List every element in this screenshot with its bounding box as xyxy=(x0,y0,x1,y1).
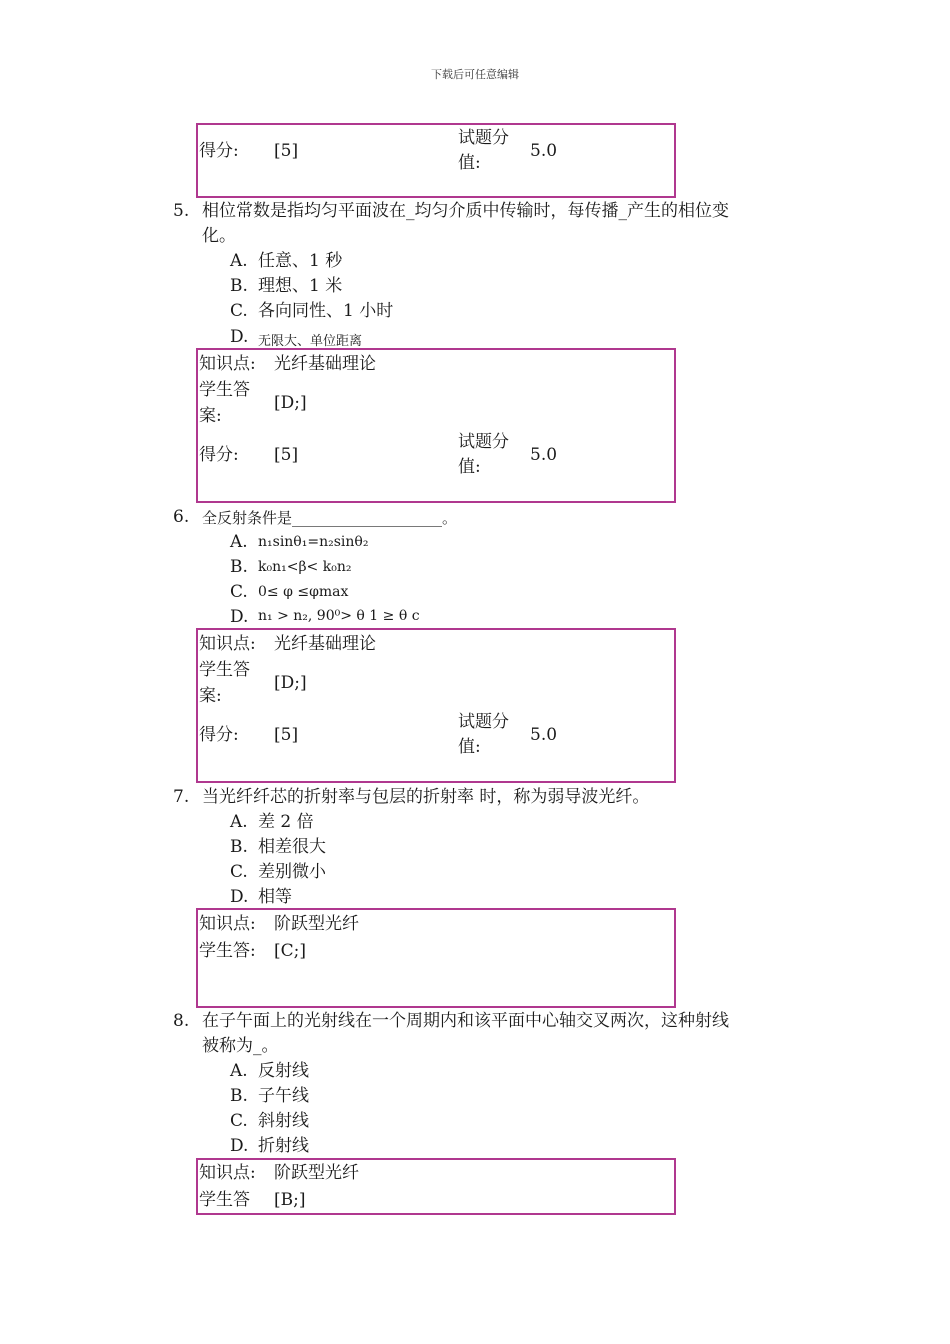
q6-option-letter: B. xyxy=(230,557,248,577)
q8-result-box xyxy=(196,1158,676,1215)
q6-option-text[interactable]: 0≤ φ ≤φmax xyxy=(258,584,349,600)
q5-question-value-label-2: 值: xyxy=(458,457,481,477)
q6-option-text[interactable]: n₁ > n₂, 90⁰> θ 1 ≥ θ c xyxy=(258,608,420,624)
q8-option-text[interactable]: 折射线 xyxy=(258,1136,309,1156)
q8-knowledge-value: 阶跃型光纤 xyxy=(274,1163,359,1183)
q4-score-label: 得分: xyxy=(199,141,239,161)
q7-option-text[interactable]: 相差很大 xyxy=(258,837,326,857)
q8-text-line2: 被称为_。 xyxy=(202,1036,279,1056)
q5-score-label: 得分: xyxy=(199,445,239,465)
q6-option-text[interactable]: n₁sinθ₁=n₂sinθ₂ xyxy=(258,534,369,550)
q7-option-letter: B. xyxy=(230,837,248,857)
q4-result-box xyxy=(196,123,676,198)
q5-result-box xyxy=(196,348,676,503)
q8-option-letter: C. xyxy=(230,1111,248,1131)
q6-knowledge-label: 知识点: xyxy=(199,634,256,654)
q7-result-box xyxy=(196,908,676,1008)
q7-option-text[interactable]: 差 2 倍 xyxy=(258,812,314,832)
q7-text: 当光纤纤芯的折射率与包层的折射率 时，称为弱导波光纤。 xyxy=(202,787,650,807)
q8-knowledge-label: 知识点: xyxy=(199,1163,256,1183)
q4-question-value-label-1: 试题分 xyxy=(458,128,509,148)
q7-option-letter: D. xyxy=(230,887,249,907)
q4-score-value: [5] xyxy=(274,141,299,161)
q8-option-letter: D. xyxy=(230,1136,249,1156)
q7-answer-label: 学生答: xyxy=(199,941,256,961)
q6-answer-value: [D;] xyxy=(274,673,307,693)
q7-option-letter: A. xyxy=(230,812,248,832)
q7-option-text[interactable]: 相等 xyxy=(258,887,292,907)
q5-option-text[interactable]: 各向同性、1 小时 xyxy=(258,301,394,321)
q5-option-text[interactable]: 无限大、单位距离 xyxy=(258,334,363,349)
q6-option-letter: D. xyxy=(230,607,249,627)
q5-knowledge-value: 光纤基础理论 xyxy=(274,354,376,374)
page-header: 下载后可任意编辑 xyxy=(431,68,519,81)
q6-question-value-label-1: 试题分 xyxy=(458,712,509,732)
q5-option-letter: C. xyxy=(230,301,248,321)
q6-result-box xyxy=(196,628,676,783)
q8-option-letter: B. xyxy=(230,1086,248,1106)
q5-question-value-label-1: 试题分 xyxy=(458,432,509,452)
q6-option-letter: C. xyxy=(230,582,248,602)
q7-option-letter: C. xyxy=(230,862,248,882)
q5-number: 5. xyxy=(173,201,190,221)
q8-answer-value: [B;] xyxy=(274,1190,306,1210)
q5-option-text[interactable]: 任意、1 秒 xyxy=(258,251,343,271)
q5-text-line1: 相位常数是指均匀平面波在_均匀介质中传输时，每传播_产生的相位变 xyxy=(202,201,729,221)
q6-option-text[interactable]: k₀n₁<β< k₀n₂ xyxy=(258,559,352,575)
q7-answer-value: [C;] xyxy=(274,941,306,961)
q5-text-line2: 化。 xyxy=(202,226,236,246)
q8-option-letter: A. xyxy=(230,1061,248,1081)
q6-question-value-label-2: 值: xyxy=(458,737,481,757)
q7-number: 7. xyxy=(173,787,190,807)
q4-question-value-label-2: 值: xyxy=(458,153,481,173)
q6-text: 全反射条件是____________________。 xyxy=(202,509,458,527)
q6-number: 6. xyxy=(173,507,190,527)
q6-question-value: 5.0 xyxy=(530,725,558,745)
q5-answer-label-1: 学生答 xyxy=(199,380,250,400)
q5-option-letter: D. xyxy=(230,327,249,347)
q8-answer-label: 学生答 xyxy=(199,1190,250,1210)
q8-option-text[interactable]: 反射线 xyxy=(258,1061,309,1081)
q6-answer-label-2: 案: xyxy=(199,686,222,706)
q4-question-value: 5.0 xyxy=(530,141,558,161)
q6-knowledge-value: 光纤基础理论 xyxy=(274,634,376,654)
q5-option-text[interactable]: 理想、1 米 xyxy=(258,276,343,296)
q7-option-text[interactable]: 差别微小 xyxy=(258,862,326,882)
q8-text-line1: 在子午面上的光射线在一个周期内和该平面中心轴交叉两次，这种射线 xyxy=(202,1011,729,1031)
q5-knowledge-label: 知识点: xyxy=(199,354,256,374)
q5-score-value: [5] xyxy=(274,445,299,465)
q6-answer-label-1: 学生答 xyxy=(199,660,250,680)
q5-option-letter: B. xyxy=(230,276,248,296)
q6-score-value: [5] xyxy=(274,725,299,745)
q6-score-label: 得分: xyxy=(199,725,239,745)
q7-knowledge-label: 知识点: xyxy=(199,914,256,934)
q8-option-text[interactable]: 子午线 xyxy=(258,1086,309,1106)
q5-answer-label-2: 案: xyxy=(199,406,222,426)
q8-option-text[interactable]: 斜射线 xyxy=(258,1111,309,1131)
q5-option-letter: A. xyxy=(230,251,248,271)
q7-knowledge-value: 阶跃型光纤 xyxy=(274,914,359,934)
q8-number: 8. xyxy=(173,1011,190,1031)
q5-answer-value: [D;] xyxy=(274,393,307,413)
q6-option-letter: A. xyxy=(230,532,248,552)
q5-question-value: 5.0 xyxy=(530,445,558,465)
